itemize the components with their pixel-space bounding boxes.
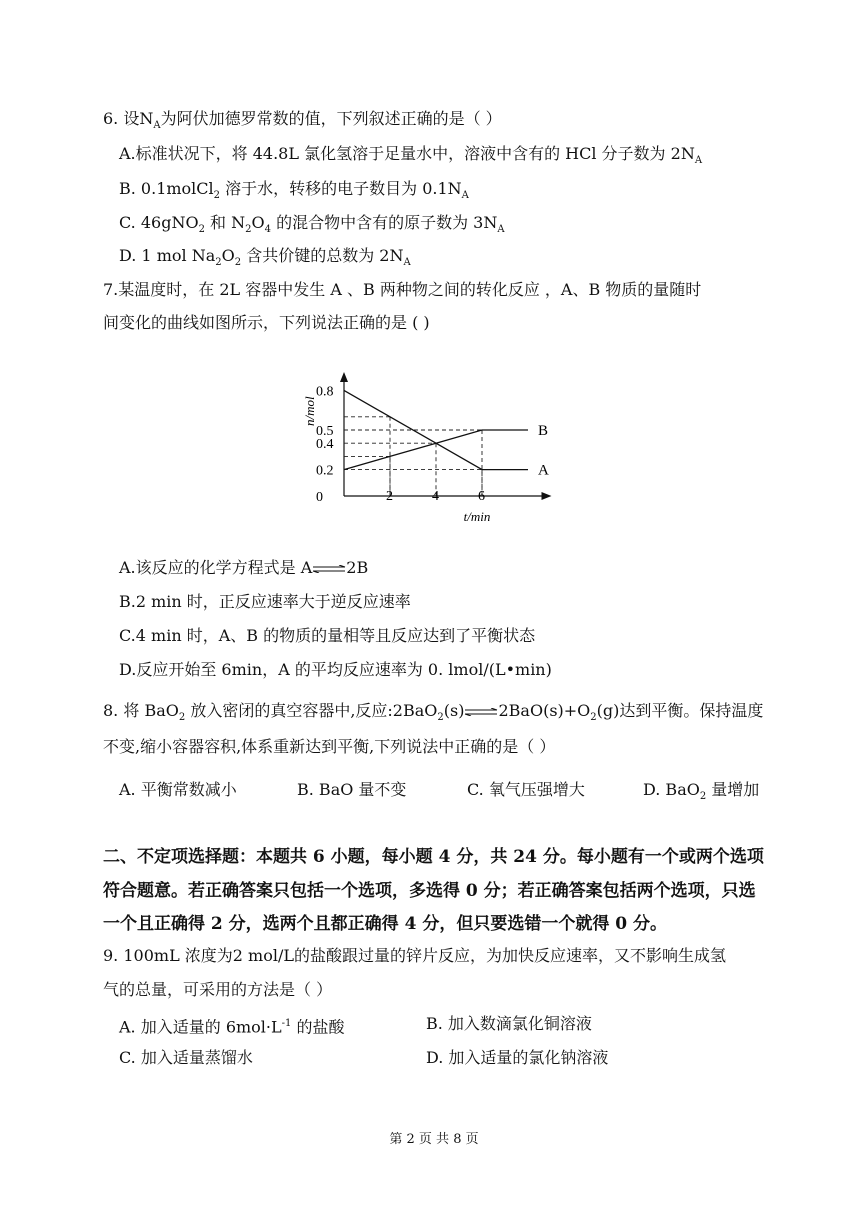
section2-line1: 二、不定项选择题：本题共 6 小题，每小题 4 分，共 24 分。每小题有一个或两个选项 xyxy=(103,847,764,867)
q6-option-a: A.标准状况下，将 44.8L 氯化氢溶于足量水中，溶液中含有的 HCl 分子数为 $2N_A$ xyxy=(119,144,703,167)
q8-stem-line2: 不变,缩小容器容积,体系重新达到平衡,下列说法中正确的是（ ） xyxy=(103,737,556,756)
series-line-B xyxy=(344,430,528,470)
q8-option-a: A. 平衡常数减小 xyxy=(119,780,237,799)
x-tick-label-0: 2 xyxy=(386,489,393,504)
q7-option-d: D.反应开始至 6min，A 的平均反应速率为 0. lmol/(L•min) xyxy=(119,660,552,679)
q9-option-c: C. 加入适量蒸馏水 xyxy=(119,1048,253,1067)
section2-line3: 一个且正确得 2 分，选两个且都正确得 4 分，但只要选错一个就得 0 分。 xyxy=(103,914,667,934)
q6-option-c: C. 46gNO$_2$ 和 $N_2O_4$ 的混合物中含有的原子数为 $3N_A$ xyxy=(119,213,505,236)
x-axis-label: t/min xyxy=(463,509,491,524)
equilibrium-arrow-icon xyxy=(312,565,346,573)
q6-option-d: D. 1 mol $Na_2O_2$ 含共价键的总数为 $2N_A$ xyxy=(119,246,411,269)
y-tick-label-1: 0.5 xyxy=(316,424,334,439)
q8-stem-line1: 8. 将 BaO$_2$ 放入密闭的真空容器中,反应:2BaO$_2$(s) $2BaO(s)+O_2(g)$达到平衡。保持温度 xyxy=(103,701,764,724)
q6-stem: 6. 设$N_A$为阿伏加德罗常数的值，下列叙述正确的是（ ） xyxy=(103,109,502,132)
q7-stem-line1: 7.某温度时，在 2L 容器中发生 A 、B 两种物之间的转化反应 ，A、B 物质的量随时 xyxy=(103,280,702,299)
q9-option-a: A. 加入适量的 $6mol\cdot L^{-1}$ 的盐酸 xyxy=(119,1017,345,1037)
q8-option-b: B. BaO 量不变 xyxy=(297,780,407,799)
q7-stem-line2: 间变化的曲线如图所示，下列说法正确的是 ( ) xyxy=(103,313,430,332)
page-footer: 第 2 页 共 8 页 xyxy=(389,1132,479,1147)
y-tick-label-4: 0 xyxy=(316,490,323,505)
q6-option-b: B. 0.1molCl$_2$ 溶于水，转移的电子数目为 $0.1N_A$ xyxy=(119,179,469,202)
y-tick-label-0: 0.8 xyxy=(316,384,334,400)
y-axis-arrow xyxy=(340,372,348,382)
y-axis-label: n/mol xyxy=(302,396,317,427)
q9-option-d: D. 加入适量的氯化钠溶液 xyxy=(426,1048,609,1067)
q7-option-c: C.4 min 时，A、B 的物质的量相等且反应达到了平衡状态 xyxy=(119,626,536,645)
x-tick-label-2: 6 xyxy=(478,489,485,504)
q7-option-a: A.该反应的化学方程式是 A 2B xyxy=(119,558,369,577)
equilibrium-arrow-icon xyxy=(464,708,498,716)
series-label-A: A xyxy=(538,462,549,479)
reaction-chart xyxy=(300,370,600,540)
q9-stem-line2: 气的总量，可采用的方法是（ ） xyxy=(103,980,333,999)
series-label-B: B xyxy=(538,423,549,439)
q9-option-b: B. 加入数滴氯化铜溶液 xyxy=(426,1014,592,1033)
q8-option-d: D. BaO$_2$ 量增加 xyxy=(643,780,760,803)
y-tick-label-2: 0.4 xyxy=(316,437,334,453)
section2-line2: 符合题意。若正确答案只包括一个选项，多选得 0 分；若正确答案包括两个选项，只选 xyxy=(103,881,756,901)
q9-stem-line1: 9. 100mL 浓度为2 mol/L的盐酸跟过量的锌片反应，为加快反应速率，又不影响生成氢 xyxy=(103,946,726,965)
x-axis-arrow xyxy=(542,492,552,500)
q7-option-b: B.2 min 时，正反应速率大于逆反应速率 xyxy=(119,592,411,611)
x-tick-label-1: 4 xyxy=(432,489,439,504)
y-tick-label-3: 0.2 xyxy=(316,463,334,479)
q8-option-c: C. 氧气压强增大 xyxy=(467,780,585,799)
